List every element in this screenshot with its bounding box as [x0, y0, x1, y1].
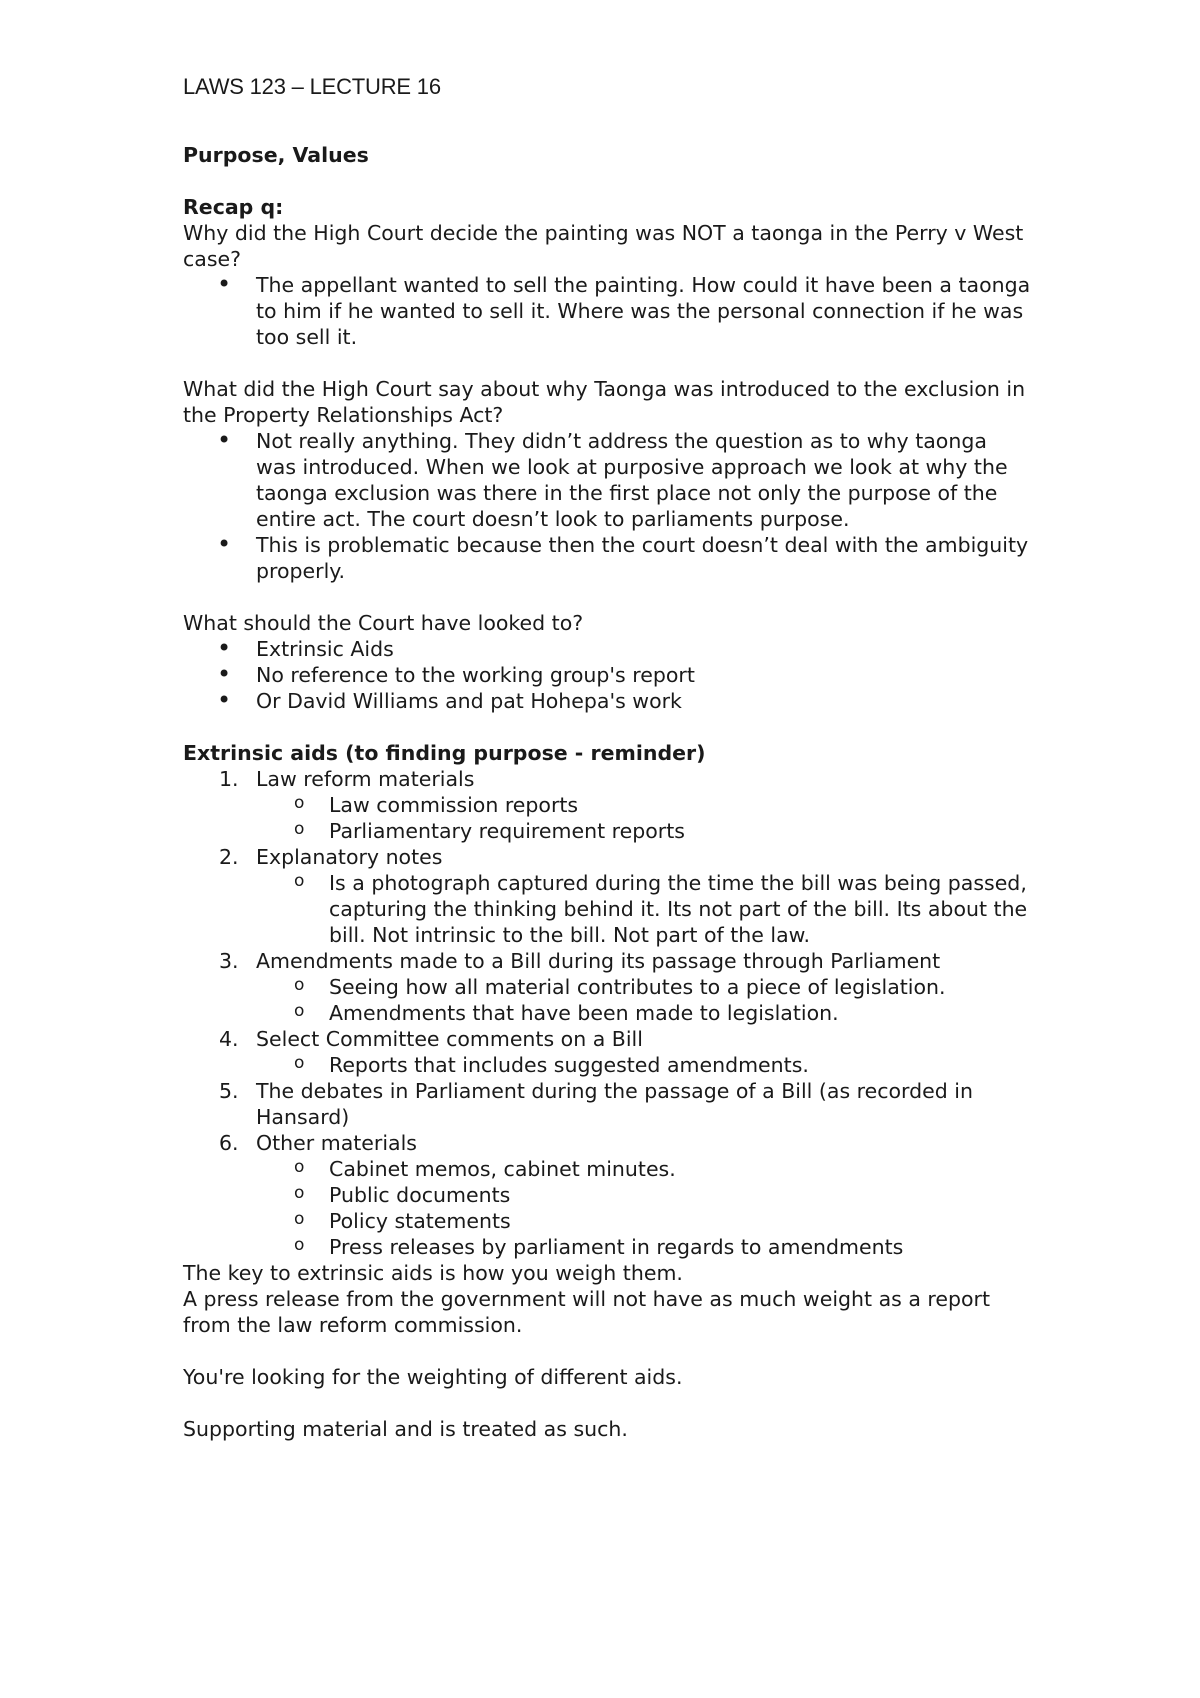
question-2-bullets [183, 428, 1033, 584]
bullet-item: • Or David Williams and pat Hohepa's work [183, 688, 1033, 714]
spacer [183, 584, 1033, 610]
spacer [183, 168, 1033, 194]
sub-list [256, 1156, 1033, 1260]
sub-item: o Press releases by parliament in regards to amendments [256, 1234, 1033, 1260]
bullet-item: • No reference to the working group's report [183, 662, 1033, 688]
sub-item: o Parliamentary requirement reports [256, 818, 1033, 844]
numbered-item [183, 766, 1033, 844]
spacer [183, 714, 1033, 740]
sub-list [256, 974, 1033, 1026]
sub-item: o Seeing how all material contributes to a piece of legislation. [256, 974, 1033, 1000]
item-label: The debates in Parliament during the passage of a Bill (as recorded in Hansard) [256, 1079, 973, 1129]
numbered-item [183, 948, 1033, 1026]
bullet-item: • The appellant wanted to sell the painting. How could it have been a taonga to him if he wanted to sell it. Where was the personal connection if he was too sell it. [183, 272, 1033, 350]
extrinsic-aids-list [183, 766, 1033, 1260]
question-1: Why did the High Court decide the painting was NOT a taonga in the Perry v West case? [183, 221, 1024, 271]
recap-heading: Recap q: [183, 195, 284, 219]
extrinsic-aids-heading: Extrinsic aids (to finding purpose - reminder) [183, 741, 706, 765]
item-number: 3. [219, 949, 239, 973]
closing-paragraph-1: The key to extrinsic aids is how you weigh them. [183, 1261, 683, 1285]
numbered-item [183, 1078, 1033, 1130]
question-3-bullets [183, 636, 1033, 714]
numbered-item [183, 844, 1033, 948]
item-label: Select Committee comments on a Bill [256, 1027, 643, 1051]
closing-paragraph-2: A press release from the government will not have as much weight as a report from the law reform commission. [183, 1287, 991, 1337]
document-title: LAWS 123 – LECTURE 16 [183, 74, 441, 99]
bullet-item: • This is problematic because then the court doesn’t deal with the ambiguity properly. [183, 532, 1033, 584]
item-label: Other materials [256, 1131, 417, 1155]
item-label: Explanatory notes [256, 845, 443, 869]
sub-item: o Reports that includes suggested amendments. [256, 1052, 1033, 1078]
section-heading-purpose-values: Purpose, Values [183, 143, 369, 167]
bullet-item: • Not really anything. They didn’t address the question as to why taonga was introduced. When we look at purposive approach we look at why the taonga exclusion was there in the first place not only the purpose of the entire act. The court doesn’t look to parliaments purpose. [183, 428, 1033, 532]
sub-item: o Public documents [256, 1182, 1033, 1208]
spacer [183, 350, 1033, 376]
item-number: 5. [219, 1079, 239, 1103]
item-number: 2. [219, 845, 239, 869]
spacer [183, 1390, 1033, 1416]
document-body [183, 72, 1033, 1442]
sub-list [256, 1052, 1033, 1078]
sub-list [256, 792, 1033, 844]
sub-item: o Law commission reports [256, 792, 1033, 818]
sub-item: o Cabinet memos, cabinet minutes. [256, 1156, 1033, 1182]
closing-paragraph-4: Supporting material and is treated as such. [183, 1417, 628, 1441]
spacer [183, 1338, 1033, 1364]
question-2: What did the High Court say about why Taonga was introduced to the exclusion in the Property Relationships Act? [183, 377, 1026, 427]
bullet-item: • Extrinsic Aids [183, 636, 1033, 662]
numbered-item [183, 1130, 1033, 1260]
item-label: Amendments made to a Bill during its passage through Parliament [256, 949, 941, 973]
sub-list [256, 870, 1033, 948]
closing-paragraph-3: You're looking for the weighting of different aids. [183, 1365, 683, 1389]
numbered-item [183, 1026, 1033, 1078]
question-3: What should the Court have looked to? [183, 611, 584, 635]
item-number: 4. [219, 1027, 239, 1051]
sub-item: o Is a photograph captured during the time the bill was being passed, capturing the thinking behind it. Its not part of the bill. Its about the bill. Not intrinsic to the bill. Not part of the law. [256, 870, 1033, 948]
sub-item: o Amendments that have been made to legislation. [256, 1000, 1033, 1026]
question-1-bullets [183, 272, 1033, 350]
sub-item: o Policy statements [256, 1208, 1033, 1234]
item-number: 6. [219, 1131, 239, 1155]
item-label: Law reform materials [256, 767, 475, 791]
item-number: 1. [219, 767, 239, 791]
